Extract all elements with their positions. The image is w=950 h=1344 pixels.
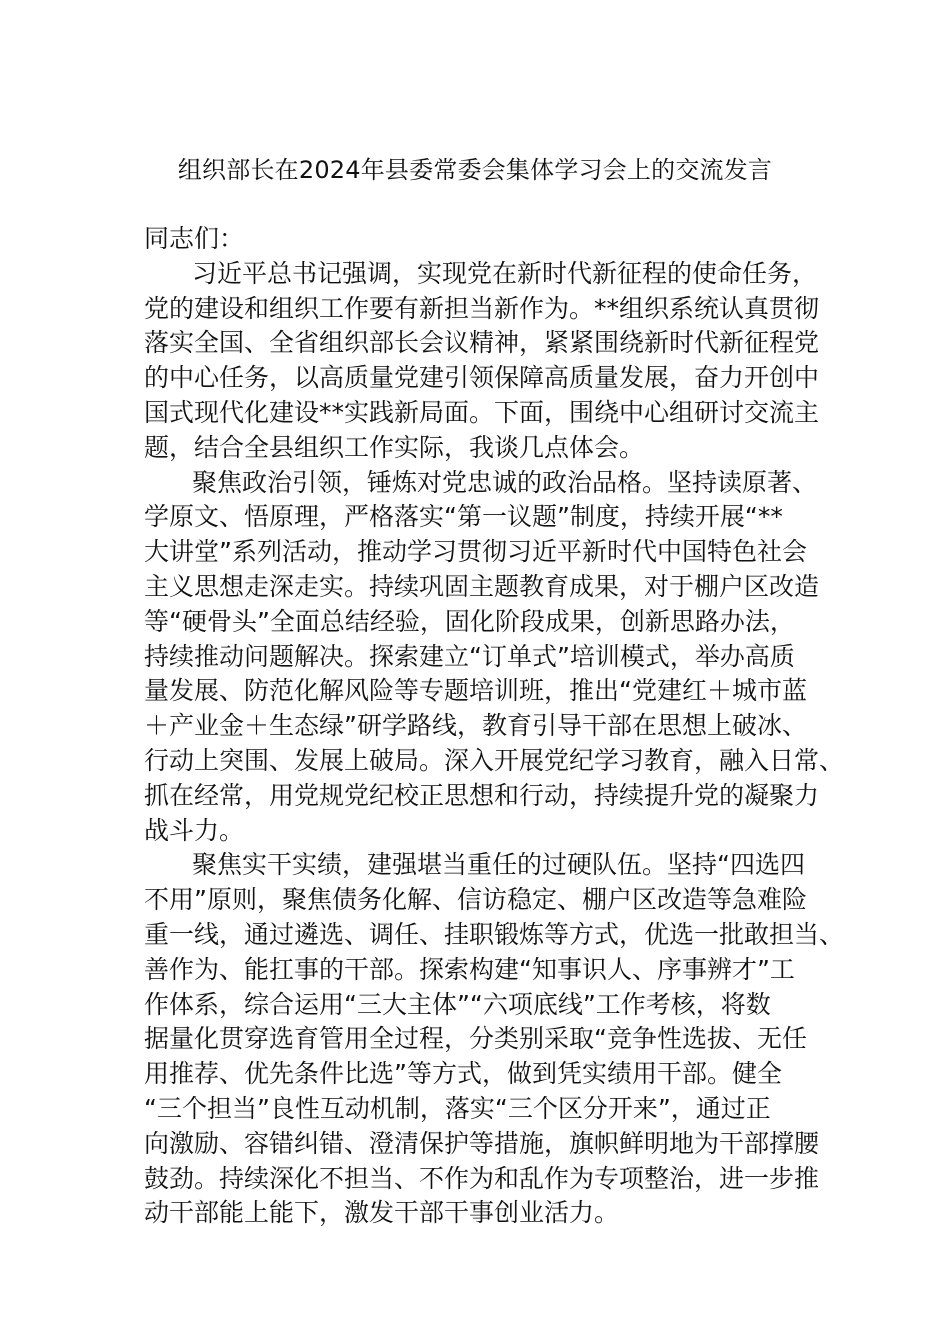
text-line: 不用”原则，聚焦债务化解、信访稳定、棚户区改造等急难险 — [144, 885, 807, 915]
text-line: 等“硬骨头”全面总结经验，固化阶段成果，创新思路办法， — [144, 606, 795, 636]
text-line: 善作为、能扛事的干部。探索构建“知事识人、序事辨才”工 — [144, 954, 795, 984]
paragraph-intro — [144, 257, 824, 466]
paragraph-practical-results — [144, 848, 845, 1231]
text-line: 党的建设和组织工作要有新担当新作为。**组织系统认真贯彻 — [144, 293, 820, 323]
text-line: 鼓劲。持续深化不担当、不作为和乱作为专项整治，进一步推 — [144, 1163, 820, 1193]
text-line: 作体系，综合运用“三大主体”“六项底线”工作考核，将数 — [144, 989, 771, 1019]
text-line: 大讲堂”系列活动，推动学习贯彻习近平新时代中国特色社会 — [144, 537, 807, 567]
text-line: 动干部能上能下，激发干部干事创业活力。 — [144, 1198, 620, 1228]
document-title: 组织部长在2024年县委常委会集体学习会上的交流发言 — [177, 156, 773, 184]
text-line: 据量化贯穿选育管用全过程，分类别采取“竞争性选拔、无任 — [144, 1024, 807, 1054]
text-line: 学原文、悟原理，严格落实“第一议题”制度，持续开展“** — [144, 502, 783, 532]
text-line: 用推荐、优先条件比选”等方式，做到凭实绩用干部。健全 — [144, 1059, 782, 1089]
text-line: 战斗力。 — [144, 815, 245, 845]
text-line: 行动上突围、发展上破局。深入开展党纪学习教育，融入日常、 — [144, 745, 845, 775]
text-line: 持续推动问题解决。探索建立“订单式”培训模式，举办高质 — [144, 641, 795, 671]
paragraph-political-guidance — [144, 466, 845, 849]
text-line: 主义思想走深走实。持续巩固主题教育成果，对于棚户区改造 — [144, 571, 820, 601]
text-line: 国式现代化建设**实践新局面。下面，围绕中心组研讨交流主 — [144, 397, 820, 427]
text-line: ＋产业金＋生态绿”研学路线，教育引导干部在思想上破冰、 — [144, 711, 807, 741]
text-line: 重一线，通过遴选、调任、挂职锻炼等方式，优选一批敢担当、 — [144, 919, 845, 949]
text-line: 聚焦实干实绩，建强堪当重任的过硬队伍。坚持“四选四 — [192, 850, 805, 880]
text-line: 抓在经常，用党规党纪校正思想和行动，持续提升党的凝聚力 — [144, 780, 820, 810]
text-line: 习近平总书记强调，实现党在新时代新征程的使命任务， — [192, 258, 818, 288]
text-line: 量发展、防范化解风险等专题培训班，推出“党建红＋城市蓝 — [144, 676, 807, 706]
text-line: “三个担当”良性互动机制，落实“三个区分开来”，通过正 — [144, 1093, 771, 1123]
text-line: 聚焦政治引领，锤炼对党忠诚的政治品格。坚持读原著、 — [192, 467, 818, 497]
text-line: 落实全国、全省组织部长会议精神，紧紧围绕新时代新征程党 — [144, 328, 820, 358]
salutation: 同志们： — [144, 224, 245, 253]
text-line: 向激励、容错纠错、澄清保护等措施，旗帜鲜明地为干部撑腰 — [144, 1128, 820, 1158]
document-body — [144, 222, 845, 1231]
text-line: 题，结合全县组织工作实际，我谈几点体会。 — [144, 432, 645, 462]
text-line: 的中心任务，以高质量党建引领保障高质量发展，奋力开创中 — [144, 363, 820, 393]
